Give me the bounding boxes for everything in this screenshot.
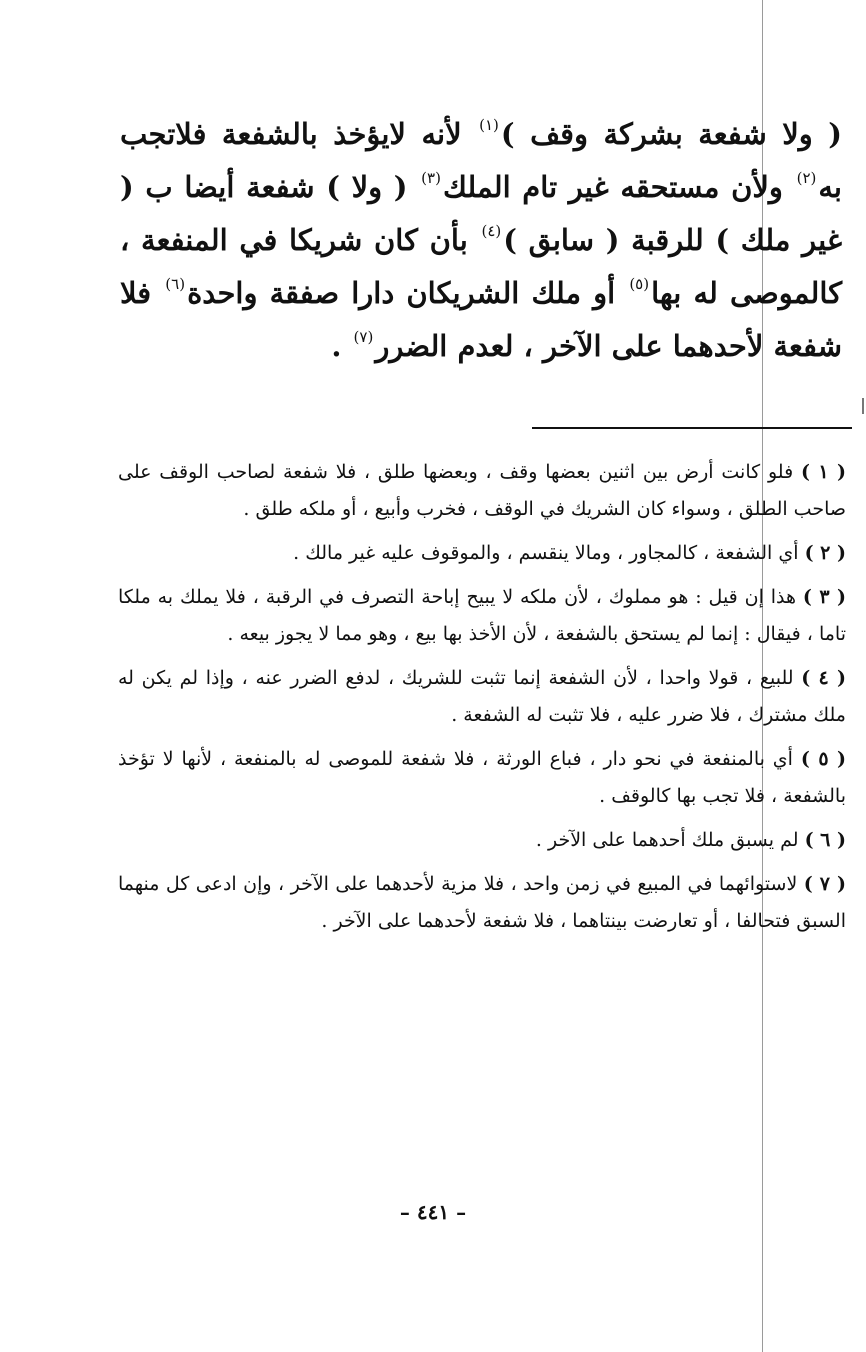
footnote-number: ( ٢ ) bbox=[804, 542, 846, 564]
footnote-ref: (٧) bbox=[353, 328, 374, 346]
footnote-text: لاستوائهما في المبيع في زمن واحد ، فلا مزية لأحدهما على الآخر ، وإن ادعى كل منهما السبق فتحالفا ، أو تعارضت بينتاهما ، فلا شفعة لأحدهما على الآخر . bbox=[118, 873, 846, 932]
footnote-text: لم يسبق ملك أحدهما على الآخر . bbox=[535, 829, 805, 851]
footnote-number: ( ٣ ) bbox=[802, 586, 847, 608]
main-paragraph bbox=[120, 108, 842, 373]
footnote bbox=[118, 454, 846, 528]
footnotes bbox=[118, 454, 846, 947]
footnote bbox=[118, 741, 846, 815]
footnote-ref: (١) bbox=[479, 116, 499, 134]
footnote-number: ( ٥ ) bbox=[800, 748, 847, 770]
footnote-number: ( ٦ ) bbox=[804, 829, 846, 851]
footnote bbox=[118, 660, 846, 734]
footnote-text: فلو كانت أرض بين اثنين بعضها وقف ، وبعضها طلق ، فلا شفعة لصاحب الوقف على صاحب الطلق ، وسواء كان الشريك في الوقف ، فخرب وأبيع ، أو ملكه طلق . bbox=[118, 461, 846, 520]
footnote bbox=[118, 535, 846, 572]
footnote-text: أي الشفعة ، كالمجاور ، ومالا ينقسم ، والموقوف عليه غير مالك . bbox=[293, 542, 805, 564]
page-number: – ٤٤١ – bbox=[399, 1200, 467, 1224]
main-line: فلا شفعة لأحدهما على الآخر ، لعدم الضرر bbox=[120, 276, 842, 363]
footnote-ref: (٣) bbox=[421, 169, 441, 187]
footnote-ref: (٢) bbox=[796, 169, 817, 187]
main-line: به bbox=[818, 170, 842, 204]
footnote-ref: (٥) bbox=[629, 275, 650, 293]
main-line: أو ملك الشريكان دارا صفقة واحدة bbox=[187, 276, 628, 310]
main-line: . bbox=[331, 329, 352, 363]
footnote bbox=[118, 822, 846, 859]
main-line: ( ولا ) شفعة أيضا ب ( غير ملك ) للرقبة ( سابق ) bbox=[120, 170, 842, 257]
footnote-ref: (٦) bbox=[165, 275, 186, 293]
main-line: لأنه لايؤخذ بالشفعة فلاتجب bbox=[120, 117, 478, 151]
footnote-text: للبيع ، قولا واحدا ، لأن الشفعة إنما تثبت للشريك ، لدفع الضرر عنه ، وإذا لم يكن له ملك مشترك ، فلا ضرر عليه ، فلا تثبت له الشفعة . bbox=[118, 667, 846, 726]
footnote-ref: (٤) bbox=[481, 222, 502, 240]
footnote-number: ( ٤ ) bbox=[801, 667, 846, 689]
footnote bbox=[118, 579, 846, 653]
edge-mark bbox=[862, 398, 864, 414]
footnote-text: أي بالمنفعة في نحو دار ، فباع الورثة ، فلا شفعة للموصى له بالمنفعة ، لأنها لا تؤخذ بالشفعة ، فلا تجب بها كالوقف . bbox=[118, 748, 846, 807]
footnote-separator bbox=[532, 427, 852, 429]
main-text bbox=[120, 108, 842, 373]
footnote-number: ( ٧ ) bbox=[803, 873, 847, 895]
footnote bbox=[118, 866, 846, 940]
footnote-number: ( ١ ) bbox=[800, 461, 846, 483]
footnote-text: هذا إن قيل : هو مملوك ، لأن ملكه لا يبيح إباحة التصرف في الرقبة ، فلا يملك به ملكا تاما ، فيقال : إنما لم يستحق بالشفعة ، لأن الأخذ بها بيع ، وهو مما لا يجوز بيعه . bbox=[118, 586, 846, 645]
main-line: ولأن مستحقه غير تام الملك bbox=[442, 170, 795, 204]
main-line: ( ولا شفعة بشركة وقف ) bbox=[500, 117, 842, 151]
main-line: بأن كان شريكا في المنفعة ، كالموصى له بها bbox=[120, 223, 842, 310]
